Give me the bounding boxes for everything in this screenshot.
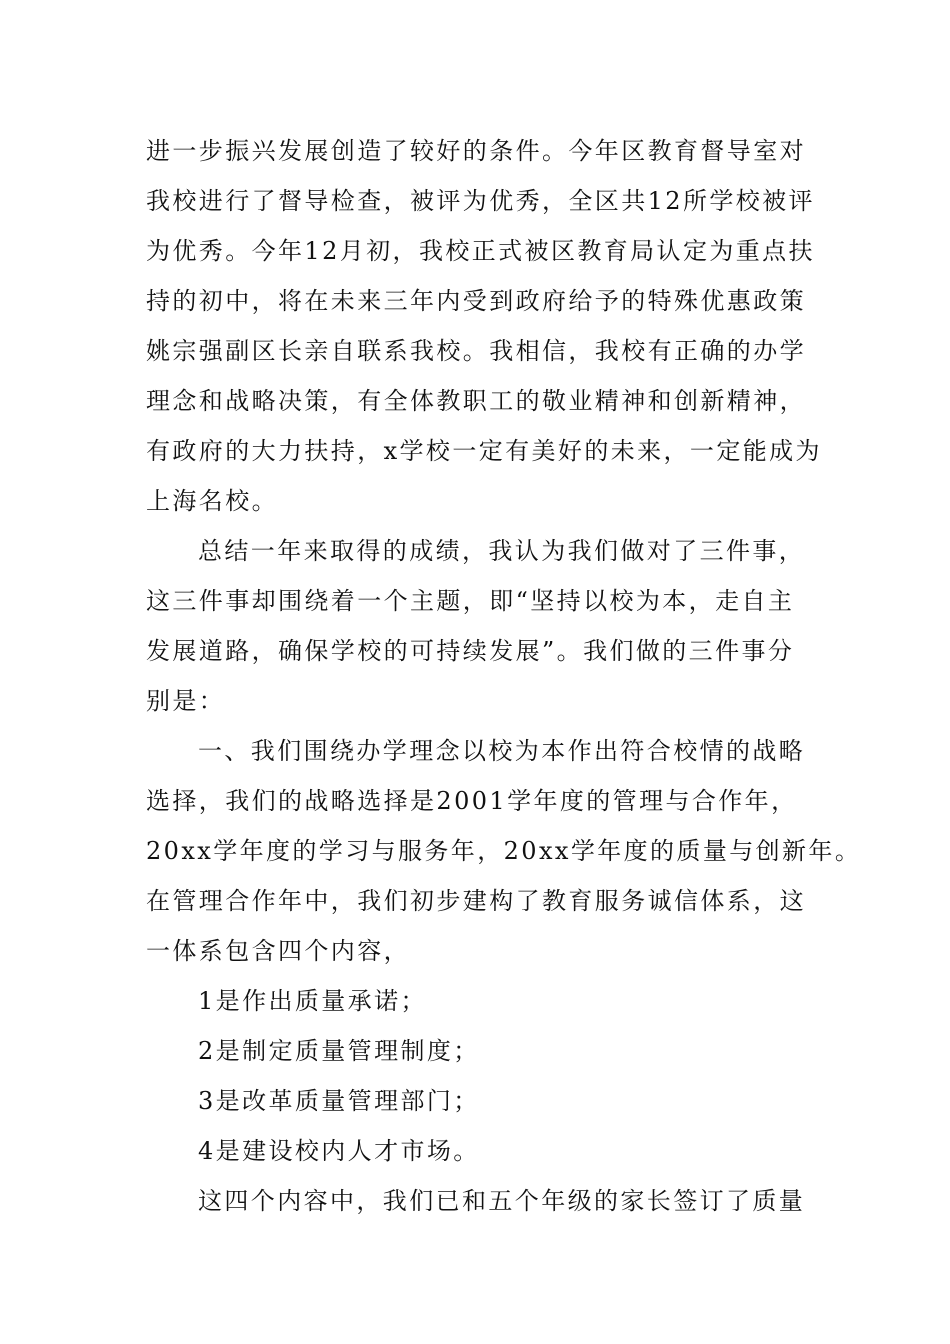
text-line: 选择，我们的战略选择是2001学年度的管理与合作年，: [146, 787, 798, 815]
text-line: 我校进行了督导检查，被评为优秀，全区共12所学校被评: [146, 187, 815, 215]
text-line: 理念和战略决策，有全体教职工的敬业精神和创新精神，: [146, 387, 806, 415]
document-body: [146, 126, 862, 1226]
text-line: 姚宗强副区长亲自联系我校。我相信，我校有正确的办学: [146, 337, 806, 365]
text-line: 有政府的大力扶持，x学校一定有美好的未来，一定能成为: [146, 437, 822, 465]
text-line: 20xx学年度的学习与服务年，20xx学年度的质量与创新年。: [146, 837, 862, 865]
text-line: 为优秀。今年12月初，我校正式被区教育局认定为重点扶: [146, 237, 815, 265]
text-line: 持的初中，将在未来三年内受到政府给予的特殊优惠政策: [146, 287, 806, 315]
text-line: 发展道路，确保学校的可持续发展”。我们做的三件事分: [146, 637, 795, 665]
list-item-1: 1是作出质量承诺；: [198, 987, 427, 1015]
paragraph-start-line: 一、我们围绕办学理念以校为本作出符合校情的战略: [198, 737, 806, 765]
paragraph-start-line: 总结一年来取得的成绩，我认为我们做对了三件事，: [198, 537, 806, 565]
text-line: 别是：: [146, 687, 226, 715]
text-line: 这三件事却围绕着一个主题，即“坚持以校为本，走自主: [146, 587, 795, 615]
text-line: 在管理合作年中，我们初步建构了教育服务诚信体系，这: [146, 887, 806, 915]
list-item-3: 3是改革质量管理部门；: [198, 1087, 480, 1115]
text-line: 上海名校。: [146, 487, 278, 515]
text-line: 一体系包含四个内容，: [146, 937, 410, 965]
list-item-2: 2是制定质量管理制度；: [198, 1037, 480, 1065]
text-line: 进一步振兴发展创造了较好的条件。今年区教育督导室对: [146, 137, 806, 165]
paragraph-start-line: 这四个内容中，我们已和五个年级的家长签订了质量: [198, 1187, 806, 1215]
list-item-4: 4是建设校内人才市场。: [198, 1137, 480, 1165]
